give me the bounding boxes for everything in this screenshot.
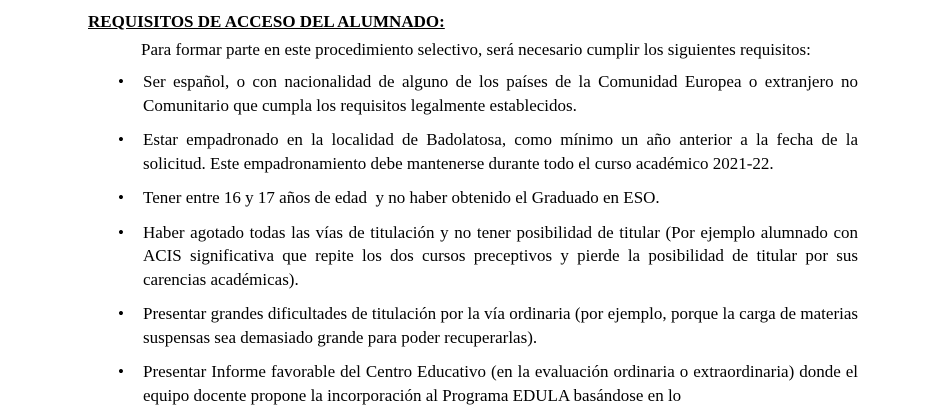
bullet-icon: •: [118, 72, 124, 91]
section-heading: REQUISITOS DE ACCESO DEL ALUMNADO:: [88, 12, 445, 31]
document-page: [88, 10, 858, 418]
bullet-icon: •: [118, 222, 124, 242]
list-item: [88, 186, 858, 210]
bullet-icon: •: [118, 130, 124, 149]
list-item-text: Presentar grandes dificultades de titulación por la vía ordinaria (por ejemplo, porque la carga de materias suspensas sea demasiado grande para poder recuperarlas).: [143, 304, 858, 347]
list-item-text: Tener entre 16 y 17 años de edad y no haber obtenido el Graduado en ESO.: [143, 188, 660, 207]
intro-paragraph: Para formar parte en este procedimiento selectivo, será necesario cumplir los siguientes requisitos:: [141, 40, 811, 59]
list-item-text: Presentar Informe favorable del Centro Educativo (en la evaluación ordinaria o extraordinaria) donde el equipo docente propone la incorporación al Programa EDULA basándose en lo: [143, 362, 858, 405]
bullet-icon: •: [118, 304, 124, 323]
bullet-icon: •: [118, 362, 124, 381]
requirements-list: [88, 70, 858, 407]
list-item-text: Estar empadronado en la localidad de Badolatosa, como mínimo un año anterior a la fecha de la solicitud. Este empadronamiento debe mantenerse durante todo el curso académico 2021-22.: [143, 130, 858, 173]
list-item-text: Haber agotado todas las vías de titulación y no tener posibilidad de titular (Por ejemplo alumnado con ACIS significativa que repite los dos cursos preceptivos y pierde la posibilidad de titular por sus carencias académicas).: [143, 222, 858, 289]
list-item: [88, 128, 858, 175]
list-item-text: Ser español, o con nacionalidad de alguno de los países de la Comunidad Europea o extranjero no Comunitario que cumpla los requisitos legalmente establecidos.: [143, 72, 858, 115]
list-item: [88, 302, 858, 349]
list-item: [88, 221, 858, 292]
bullet-icon: •: [118, 188, 124, 207]
list-item: [88, 70, 858, 117]
